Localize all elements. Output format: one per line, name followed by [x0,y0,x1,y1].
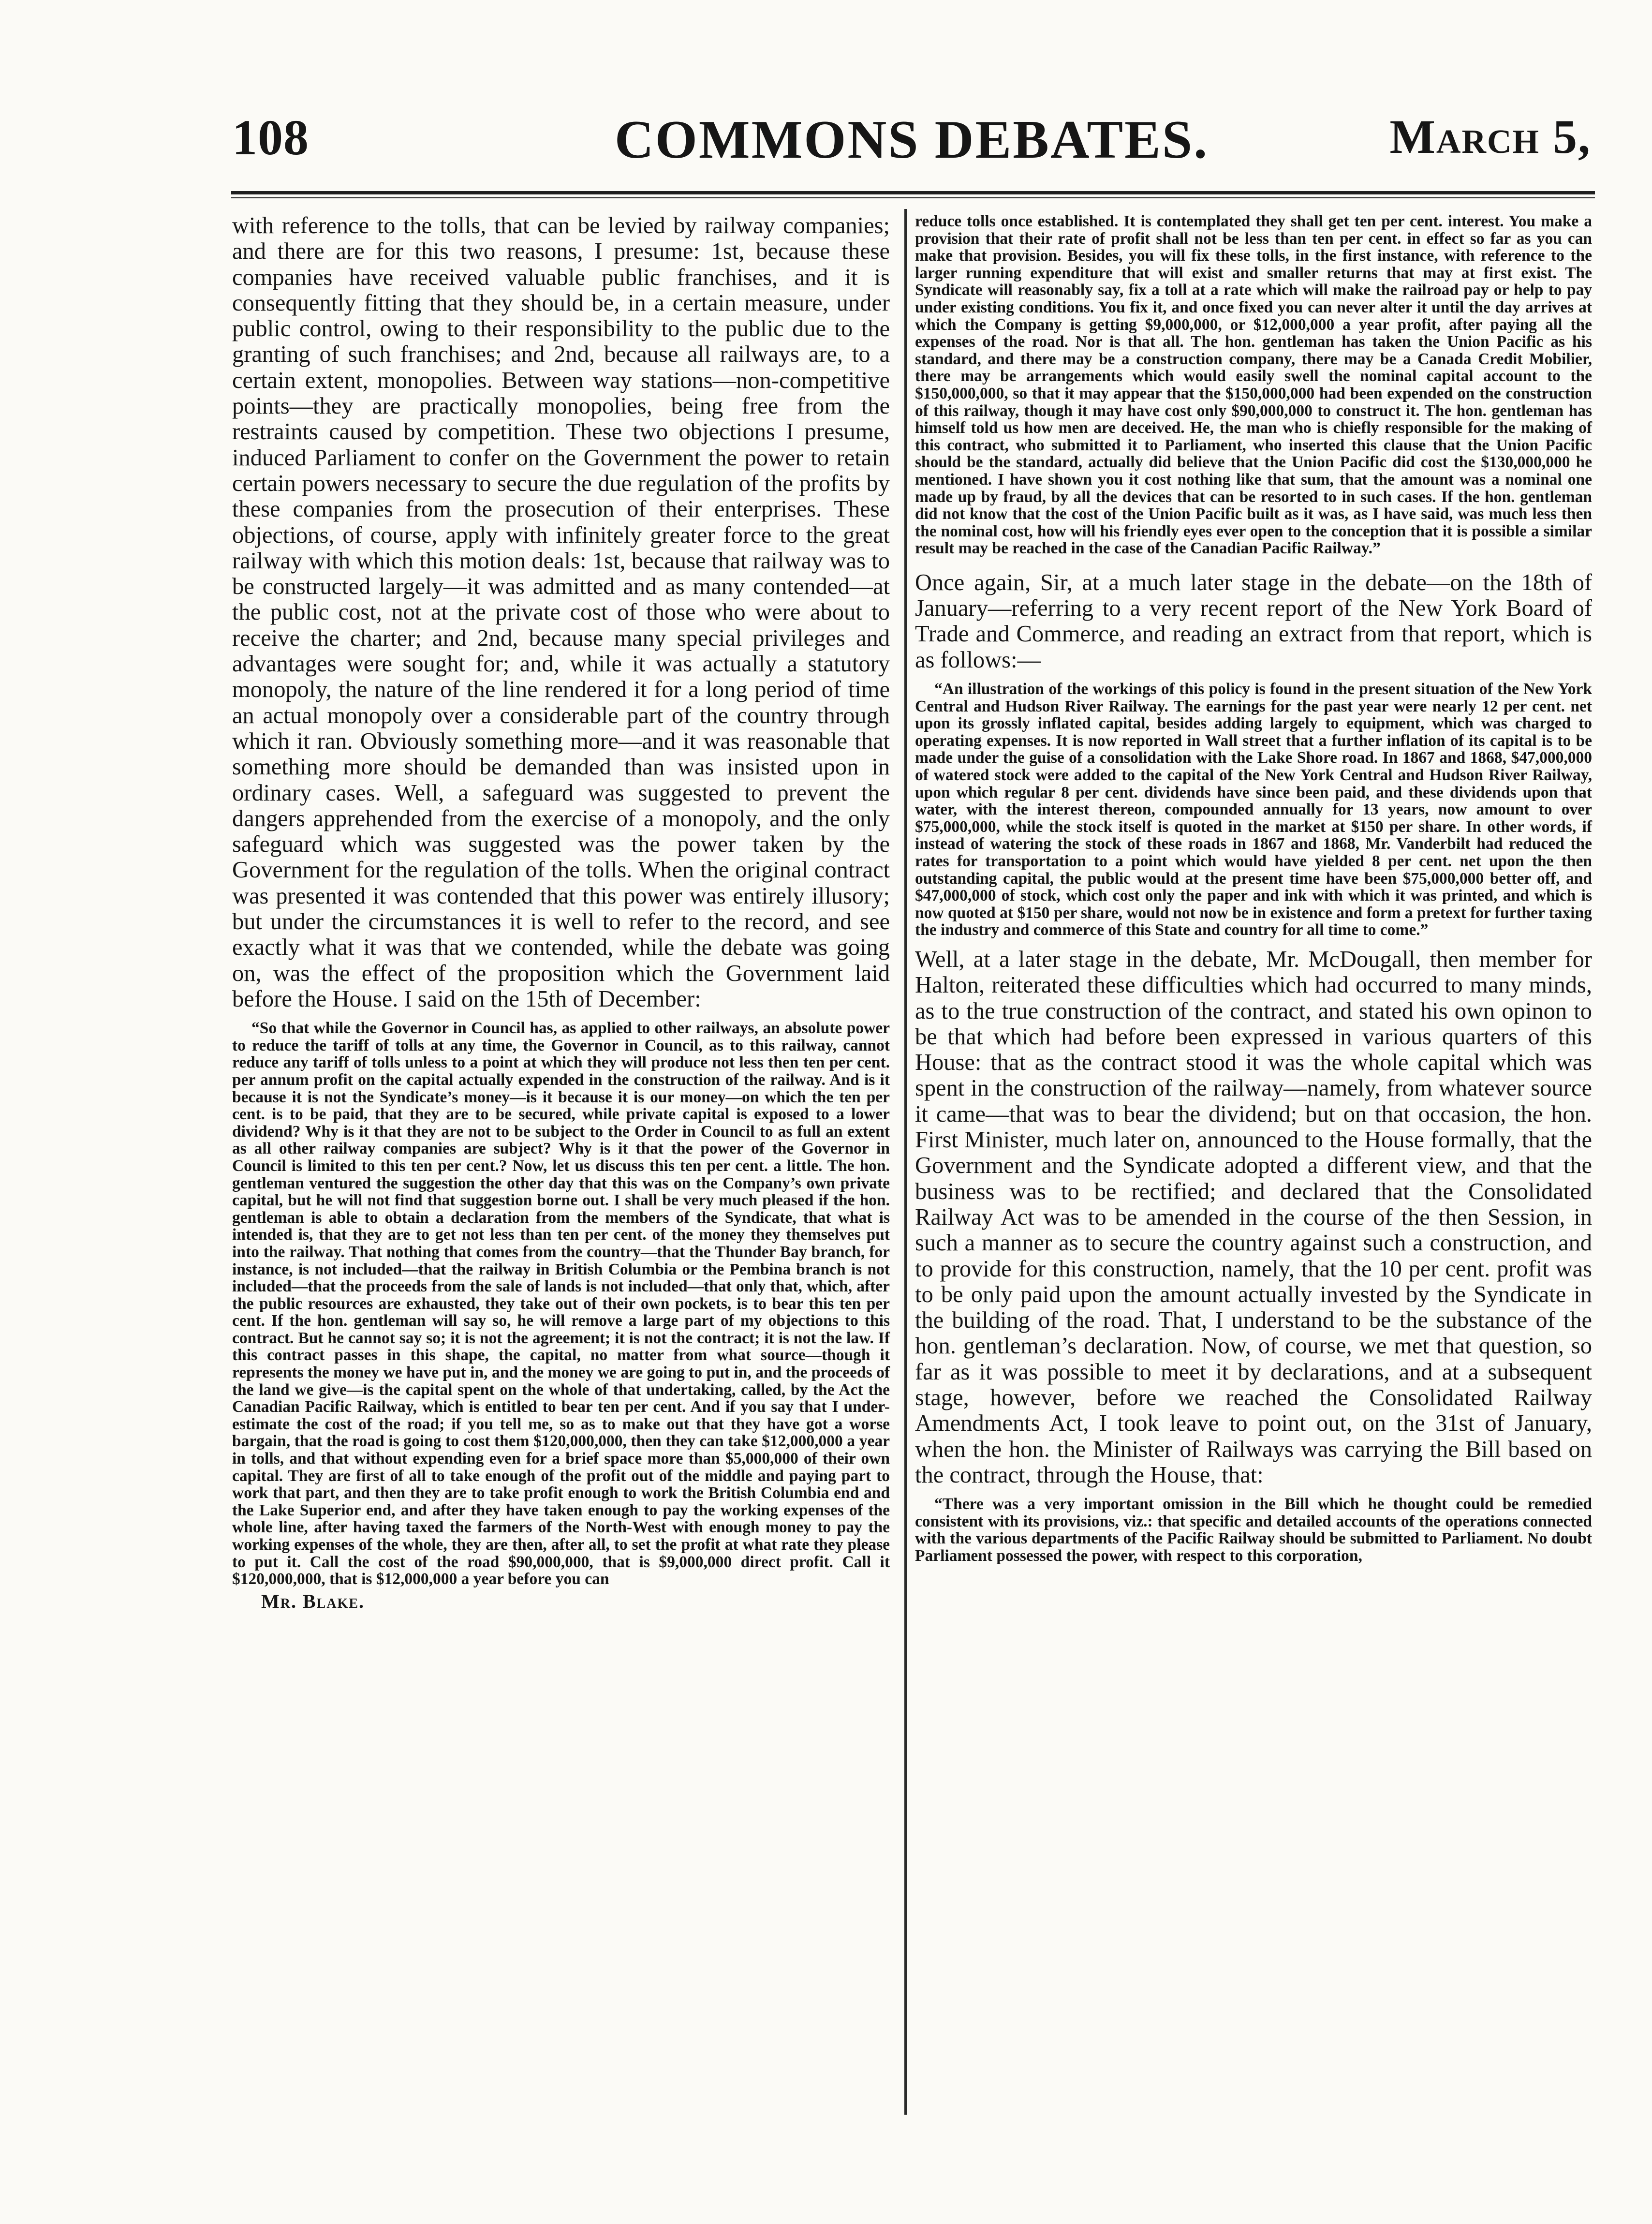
page-header [232,109,1591,177]
column-divider [904,209,907,2115]
header-rule [231,191,1595,194]
speech-paragraph: Well, at a later stage in the debate, Mr. McDougall, then member for Halton, reiterated these difficulties which had occurred to many minds, as to the true construction of the contract, and stated his own opinon to be that which had before been expressed in various quarters of this House: that as the contract stood it was the whole capital which was spent in the construction of the railway—namely, from whatever source it came—that was to bear the dividend; but on that occasion, the hon. First Minister, much later on, announced to the House formally, that the Government and the Syndicate adopted a different view, and that the business was to be rectified; and declared that the Consolidated Railway Act was to be amended in the course of the then Session, in such a manner as to secure the country against such a construction, and to provide for this construction, namely, that the 10 per cent. profit was to be only paid upon the amount actually invested by the Syndicate in the building of the road. That, I understand to be the substance of the hon. gentleman’s declaration. Now, of course, we met that question, so far as it was possible to meet it by declarations, and at a subsequent stage, however, before we reached the Consolidated Railway Amendments Act, I took leave to point out, on the 31st of January, when the hon. the Minister of Railways was carrying the Bill based on the contract, through the House, that: [915,946,1592,1488]
right-column [915,213,1592,1565]
quoted-passage: “An illustration of the workings of this policy is found in the present situation of the New York Central and Hudson River Railway. The earnings for the past year were nearly 12 per cent. net upon its grossly inflated capital, besides adding largely to equipment, which was charged to operating expenses. It is now reported in Wall street that a further inflation of its capital is to be made under the guise of a consolidation with the Lake Shore road. In 1867 and 1868, $47,000,000 of watered stock were added to the capital of the New York Central and Hudson River Railway, upon which regular 8 per cent. dividends have since been paid, and these dividends upon that water, with the interest thereon, compounded annually for 13 years, now amount to over $75,000,000, while the stock itself is quoted in the market at $150 per share. In other words, if instead of watering the stock of these roads in 1867 and 1868, Mr. Vanderbilt had reduced the rates for transportation to a point which would have yielded 8 per cent. net upon the then outstanding capital, the public would at the present time have been $75,000,000 better off, and $47,000,000 of stock, which cost only the paper and ink with which it was printed, and which is now quoted at $150 per share, would not now be in existence and form a pretext for further taxing the industry and commerce of this State and country for all time to come.” [915,680,1592,939]
page-number: 108 [232,110,309,165]
left-column [232,213,890,1613]
header-rule-thin [231,197,1595,198]
page-date: March 5, [1389,110,1591,163]
quoted-passage: “So that while the Governor in Council has, as applied to other railways, an absolute power to reduce the tariff of tolls at any time, the Governor in Council, as to this railway, cannot reduce any tariff of tolls unless to a point at which they will produce not less then ten per cent. per annum profit on the capital actually expended in the construction of the railway. And is it because it is not the Syndicate’s money—is it because it is our money—on which the ten per cent. is to be paid, that they are to be secured, while private capital is exposed to a lower dividend? Why is it that they are not to be subject to the Order in Council to as full an extent as all other railway companies are subject? Why is it that the power of the Governor in Council is limited to this ten per cent.? Now, let us discuss this ten per cent. a little. The hon. gentleman ventured the suggestion the other day that this was on the Company’s own private capital, but he will not find that suggestion borne out. I shall be very much pleased if the hon. gentleman is able to obtain a declaration from the members of the Syndicate, that what is intended is, that they are to get not less than ten per cent. of the money they themselves put into the railway. That nothing that comes from the country—that the Thunder Bay branch, for instance, is not included—that the railway in British Columbia or the Pembina branch is not included—that the proceeds from the sale of lands is not included—that only that, which, after the public resources are exhausted, they take out of their own pockets, is to bear this ten per cent. If the hon. gentleman will say so, he will remove a large part of my objections to this contract. But he cannot say so; it is not the agreement; it is not the contract; it is not the law. If this contract passes in this shape, the capital, no matter from what source—though it represents the money we have put in, and the money we are going to put in, and the proceeds of the land we give—is the capital spent on the whole of that undertaking, called, by the Act the Canadian Pacific Railway, which is entitled to bear ten per cent. And if you say that I under-estimate the cost of the road; if you tell me, so as to make out that they have got a worse bargain, that the road is going to cost them $120,000,000, then they can take $12,000,000 a year in tolls, and that without expending even for a brief space more than $5,000,000 of their own capital. They are first of all to take enough of the profit out of the middle and paying part to work that part, and then they are to take profit enough to work the British Columbia end and the Lake Superior end, and after they have taken enough to pay the working expenses of the whole line, after having taxed the farmers of the North-West with enough money to pay the working expenses of the whole, they are then, after all, to set the profit at what rate they please to put it. Call the cost of the road $90,000,000, that is $9,000,000 direct profit. Call it $120,000,000, that is $12,000,000 a year before you can [232,1019,890,1588]
page-title: COMMONS DEBATES. [614,110,1209,170]
quoted-passage-continued: reduce tolls once established. It is contemplated they shall get ten per cent. interest. You make a provision that their rate of profit shall not be less than ten per cent. in effect so far as you can make that provision. Besides, you will fix these tolls, in the first instance, with reference to the larger running expenditure that will exist and smaller returns that may at first exist. The Syndicate will reasonably say, fix a toll at a rate which will make the railroad pay or help to pay under existing conditions. You fix it, and once fixed you can never alter it until the day arrives at which the Company is getting $9,000,000, or $12,000,000 a year profit, after paying all the expenses of the road. Nor is that all. The hon. gentleman has taken the Union Pacific as his standard, and there may be a construction company, there may be a Canada Credit Mobilier, there may be arrangements which would easily swell the nominal capital account to the $150,000,000, so that it may appear that the $150,000,000 had been expended on the construction of this railway, though it may have cost only $90,000,000 to construct it. The hon. gentleman has himself told us how men are deceived. He, the man who is chiefly responsible for the making of this contract, who submitted it to Parliament, who inserted this clause that the Union Pacific should be the standard, actually did believe that the Union Pacific did cost the $130,000,000 he mentioned. I have shown you it cost nothing like that sum, that the amount was a nominal one made up by fraud, by all the devices that can be resorted to in such cases. If the hon. gentleman did not know that the cost of the Union Pacific built as it was, as I have said, was much less then the nominal cost, how will his friendly eyes ever open to the conception that it is possible a similar result may be reached in the case of the Canadian Pacific Railway.” [915,212,1592,558]
speech-paragraph: with reference to the tolls, that can be levied by railway companies; and there are for this two reasons, I presume: 1st, because these companies have received valuable public franchises, and it is consequently fitting that they should be, in a certain measure, under public control, owing to their responsibility to the public due to the granting of such franchises; and 2nd, because all railways are, to a certain extent, monopolies. Between way stations—non-competitive points—they are practically monopolies, being free from the restraints caused by competition. These two objections I presume, induced Parliament to confer on the Government the power to retain certain powers necessary to secure the due regulation of the profits by these companies from the prosecution of their enterprises. These objections, of course, apply with infinitely greater force to the great railway with which this motion deals: 1st, because that railway was to be constructed largely—it was admitted and as many contended—at the public cost, not at the private cost of those who were about to receive the charter; and 2nd, because many special privileges and advantages were sought for; and, while it was actually a statutory monopoly, the nature of the line rendered it for a long period of time an actual monopoly over a considerable part of the country through which it ran. Obviously something more—and it was reasonable that something more should be demanded than was insisted upon in ordinary cases. Well, a safeguard was suggested to prevent the dangers apprehended from the exercise of a monopoly, and the only safeguard which was suggested was the power taken by the Government for the regulation of the tolls. When the original contract was presented it was contended that this power was entirely illusory; but under the circumstances it is well to refer to the record, and see exactly what it was that we contended, while the debate was going on, was the effect of the proposition which the Government laid before the House. I said on the 15th of December: [232,213,890,1012]
quoted-passage: “There was a very important omission in the Bill which he thought could be remedied consistent with its provisions, viz.: that specific and detailed accounts of the operations connected with the various departments of the Pacific Railway should be submitted to Parliament. No doubt Parliament possessed the power, with respect to this corporation, [915,1495,1592,1565]
speech-paragraph: Once again, Sir, at a much later stage in the debate—on the 18th of January—referring to a very recent report of the New York Board of Trade and Commerce, and reading an extract from that report, which is as follows:— [915,569,1592,673]
speaker-signature: Mr. Blake. [261,1590,365,1612]
